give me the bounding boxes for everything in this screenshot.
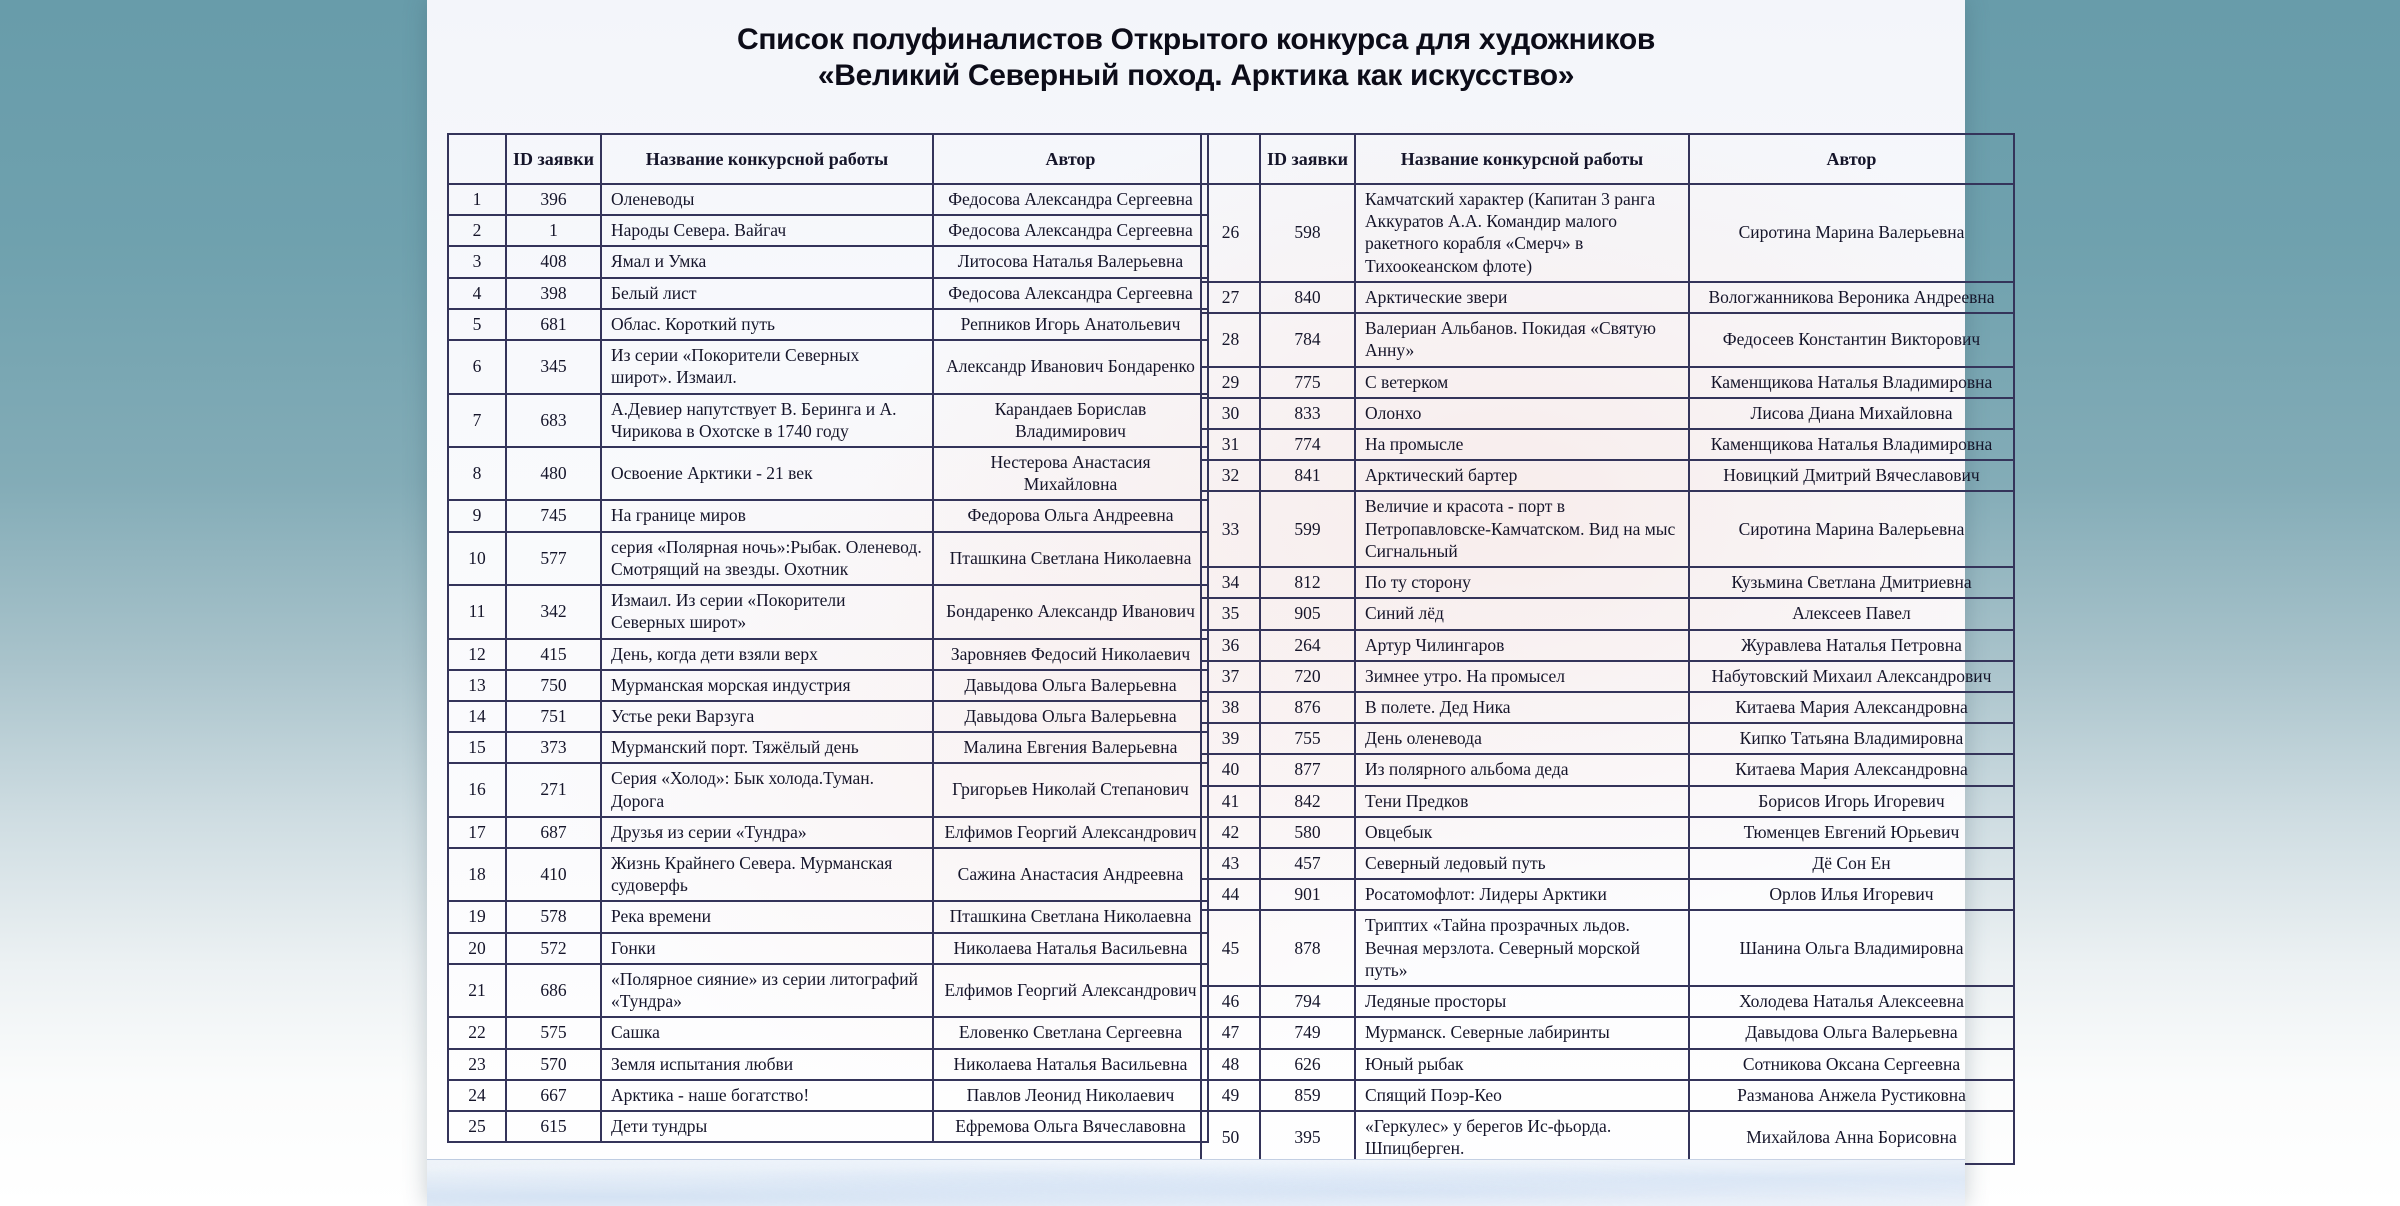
row-number-cell: 26 xyxy=(1201,184,1260,282)
row-number-cell: 44 xyxy=(1201,879,1260,910)
table-row xyxy=(448,1111,1208,1142)
table-row xyxy=(448,184,1208,215)
author-cell: Пташкина Светлана Николаевна xyxy=(933,532,1208,585)
application-id-cell: 755 xyxy=(1260,723,1355,754)
row-number-cell: 14 xyxy=(448,701,506,732)
table-row xyxy=(1201,1111,2014,1164)
table-row xyxy=(448,763,1208,816)
author-cell: Федосова Александра Сергеевна xyxy=(933,215,1208,246)
work-title-cell: Облас. Короткий путь xyxy=(601,309,933,340)
work-title-cell: Из серии «Покорители Северных широт». Измаил. xyxy=(601,340,933,393)
author-cell: Федосова Александра Сергеевна xyxy=(933,184,1208,215)
table-row xyxy=(1201,692,2014,723)
work-title-cell: Сашка xyxy=(601,1017,933,1048)
author-cell: Карандаев Борислав Владимирович xyxy=(933,394,1208,447)
row-number-cell: 39 xyxy=(1201,723,1260,754)
row-number-cell: 21 xyxy=(448,964,506,1017)
author-cell: Борисов Игорь Игоревич xyxy=(1689,786,2014,817)
row-number-cell: 9 xyxy=(448,500,506,531)
semifinalists-table-right xyxy=(1200,133,2015,1165)
application-id-cell: 572 xyxy=(506,933,601,964)
application-id-cell: 410 xyxy=(506,848,601,901)
table-row xyxy=(448,817,1208,848)
application-id-cell: 667 xyxy=(506,1080,601,1111)
row-number-cell: 24 xyxy=(448,1080,506,1111)
row-number-cell: 43 xyxy=(1201,848,1260,879)
application-id-cell: 775 xyxy=(1260,367,1355,398)
author-cell: Кипко Татьяна Владимировна xyxy=(1689,723,2014,754)
header-row xyxy=(448,134,1208,184)
application-id-cell: 578 xyxy=(506,901,601,932)
application-id-cell: 812 xyxy=(1260,567,1355,598)
work-title-cell: Освоение Арктики - 21 век xyxy=(601,447,933,500)
author-cell: Павлов Леонид Николаевич xyxy=(933,1080,1208,1111)
work-title-cell: «Полярное сияние» из серии литографий «Тундра» xyxy=(601,964,933,1017)
author-cell: Алексеев Павел xyxy=(1689,598,2014,629)
author-cell: Сиротина Марина Валерьевна xyxy=(1689,491,2014,567)
application-id-cell: 615 xyxy=(506,1111,601,1142)
table-row xyxy=(448,500,1208,531)
row-number-cell: 40 xyxy=(1201,754,1260,785)
table-row xyxy=(1201,986,2014,1017)
application-id-cell: 373 xyxy=(506,732,601,763)
row-number-cell: 32 xyxy=(1201,460,1260,491)
row-number-cell: 6 xyxy=(448,340,506,393)
work-title-cell: Друзья из серии «Тундра» xyxy=(601,817,933,848)
work-title-cell: Белый лист xyxy=(601,278,933,309)
author-cell: Китаева Мария Александровна xyxy=(1689,692,2014,723)
application-id-cell: 859 xyxy=(1260,1080,1355,1111)
work-title-cell: Арктические звери xyxy=(1355,282,1689,313)
work-title-cell: Народы Севера. Вайгач xyxy=(601,215,933,246)
application-id-cell: 345 xyxy=(506,340,601,393)
column-header-work: Название конкурсной работы xyxy=(601,134,933,184)
table-row xyxy=(448,1049,1208,1080)
row-number-cell: 47 xyxy=(1201,1017,1260,1048)
application-id-cell: 480 xyxy=(506,447,601,500)
author-cell: Николаева Наталья Васильевна xyxy=(933,1049,1208,1080)
application-id-cell: 683 xyxy=(506,394,601,447)
header-row xyxy=(1201,134,2014,184)
work-title-cell: На границе миров xyxy=(601,500,933,531)
work-title-cell: Арктика - наше богатство! xyxy=(601,1080,933,1111)
table-row xyxy=(1201,491,2014,567)
work-title-cell: серия «Полярная ночь»:Рыбак. Оленевод. Смотрящий на звезды. Охотник xyxy=(601,532,933,585)
author-cell: Григорьев Николай Степанович xyxy=(933,763,1208,816)
application-id-cell: 408 xyxy=(506,246,601,277)
author-cell: Еловенко Светлана Сергеевна xyxy=(933,1017,1208,1048)
row-number-cell: 49 xyxy=(1201,1080,1260,1111)
author-cell: Михайлова Анна Борисовна xyxy=(1689,1111,2014,1164)
row-number-cell: 1 xyxy=(448,184,506,215)
application-id-cell: 878 xyxy=(1260,910,1355,986)
author-cell: Холодева Наталья Алексеевна xyxy=(1689,986,2014,1017)
row-number-cell: 2 xyxy=(448,215,506,246)
column-header-id: ID заявки xyxy=(506,134,601,184)
application-id-cell: 398 xyxy=(506,278,601,309)
table-row xyxy=(1201,910,2014,986)
row-number-cell: 3 xyxy=(448,246,506,277)
table-row xyxy=(448,670,1208,701)
work-title-cell: Величие и красота - порт в Петропавловске-Камчатском. Вид на мыс Сигнальный xyxy=(1355,491,1689,567)
work-title-cell: Артур Чилингаров xyxy=(1355,630,1689,661)
page-title xyxy=(427,22,1965,94)
work-title-cell: По ту сторону xyxy=(1355,567,1689,598)
author-cell: Орлов Илья Игоревич xyxy=(1689,879,2014,910)
author-cell: Дё Сон Ен xyxy=(1689,848,2014,879)
table-row xyxy=(1201,460,2014,491)
application-id-cell: 751 xyxy=(506,701,601,732)
author-cell: Давыдова Ольга Валерьевна xyxy=(933,670,1208,701)
row-number-cell: 8 xyxy=(448,447,506,500)
row-number-cell: 18 xyxy=(448,848,506,901)
work-title-cell: На промысле xyxy=(1355,429,1689,460)
table-row xyxy=(448,933,1208,964)
work-title-cell: Олонхо xyxy=(1355,398,1689,429)
work-title-cell: А.Девиер напутствует В. Беринга и А. Чирикова в Охотске в 1740 году xyxy=(601,394,933,447)
table-row xyxy=(448,901,1208,932)
work-title-cell: Оленеводы xyxy=(601,184,933,215)
author-cell: Набутовский Михаил Александрович xyxy=(1689,661,2014,692)
work-title-cell: В полете. Дед Ника xyxy=(1355,692,1689,723)
application-id-cell: 842 xyxy=(1260,786,1355,817)
application-id-cell: 570 xyxy=(506,1049,601,1080)
document-sheet xyxy=(427,0,1995,1206)
column-header-author: Автор xyxy=(1689,134,2014,184)
work-title-cell: Устье реки Варзуга xyxy=(601,701,933,732)
author-cell: Новицкий Дмитрий Вячеславович xyxy=(1689,460,2014,491)
row-number-cell: 36 xyxy=(1201,630,1260,661)
work-title-cell: «Геркулес» у берегов Ис-фьорда. Шпицберген. xyxy=(1355,1111,1689,1164)
table-row xyxy=(1201,1049,2014,1080)
author-cell: Журавлева Наталья Петровна xyxy=(1689,630,2014,661)
row-number-cell: 22 xyxy=(448,1017,506,1048)
work-title-cell: Арктический бартер xyxy=(1355,460,1689,491)
work-title-cell: Серия «Холод»: Бык холода.Туман. Дорога xyxy=(601,763,933,816)
work-title-cell: Мурманск. Северные лабиринты xyxy=(1355,1017,1689,1048)
author-cell: Давыдова Ольга Валерьевна xyxy=(1689,1017,2014,1048)
table-row xyxy=(1201,723,2014,754)
work-title-cell: День, когда дети взяли верх xyxy=(601,639,933,670)
work-title-cell: Гонки xyxy=(601,933,933,964)
author-cell: Репников Игорь Анатольевич xyxy=(933,309,1208,340)
author-cell: Федорова Ольга Андреевна xyxy=(933,500,1208,531)
author-cell: Сотникова Оксана Сергеевна xyxy=(1689,1049,2014,1080)
author-cell: Заровняев Федосий Николаевич xyxy=(933,639,1208,670)
table-row xyxy=(448,701,1208,732)
application-id-cell: 599 xyxy=(1260,491,1355,567)
application-id-cell: 396 xyxy=(506,184,601,215)
row-number-cell: 41 xyxy=(1201,786,1260,817)
work-title-cell: Камчатский характер (Капитан 3 ранга Аккуратов А.А. Командир малого ракетного корабля «Смерч» в Тихоокеанском флоте) xyxy=(1355,184,1689,282)
author-cell: Литосова Наталья Валерьевна xyxy=(933,246,1208,277)
table-row xyxy=(1201,817,2014,848)
row-number-cell: 46 xyxy=(1201,986,1260,1017)
application-id-cell: 901 xyxy=(1260,879,1355,910)
application-id-cell: 840 xyxy=(1260,282,1355,313)
table-row xyxy=(1201,786,2014,817)
work-title-cell: Тени Предков xyxy=(1355,786,1689,817)
author-cell: Вологжанникова Вероника Андреевна xyxy=(1689,282,2014,313)
semifinalists-table-left xyxy=(447,133,1209,1143)
row-number-cell: 50 xyxy=(1201,1111,1260,1164)
column-header-number xyxy=(1201,134,1260,184)
application-id-cell: 749 xyxy=(1260,1017,1355,1048)
table-row xyxy=(448,532,1208,585)
row-number-cell: 37 xyxy=(1201,661,1260,692)
application-id-cell: 774 xyxy=(1260,429,1355,460)
table-row xyxy=(448,246,1208,277)
table-row xyxy=(1201,282,2014,313)
work-title-cell: Овцебык xyxy=(1355,817,1689,848)
work-title-cell: Из полярного альбома деда xyxy=(1355,754,1689,785)
author-cell: Кузьмина Светлана Дмитриевна xyxy=(1689,567,2014,598)
author-cell: Тюменцев Евгений Юрьевич xyxy=(1689,817,2014,848)
author-cell: Нестерова Анастасия Михайловна xyxy=(933,447,1208,500)
row-number-cell: 4 xyxy=(448,278,506,309)
work-title-cell: Зимнее утро. На промысел xyxy=(1355,661,1689,692)
column-header-author: Автор xyxy=(933,134,1208,184)
work-title-cell: Триптих «Тайна прозрачных льдов. Вечная мерзлота. Северный морской путь» xyxy=(1355,910,1689,986)
work-title-cell: Спящий Поэр-Кео xyxy=(1355,1080,1689,1111)
work-title-cell: Северный ледовый путь xyxy=(1355,848,1689,879)
author-cell: Федосеев Константин Викторович xyxy=(1689,313,2014,366)
page-title-line2: «Великий Северный поход. Арктика как искусство» xyxy=(817,59,1575,92)
table-row xyxy=(448,639,1208,670)
column-header-id: ID заявки xyxy=(1260,134,1355,184)
author-cell: Александр Иванович Бондаренко xyxy=(933,340,1208,393)
table-row xyxy=(1201,661,2014,692)
application-id-cell: 626 xyxy=(1260,1049,1355,1080)
application-id-cell: 1 xyxy=(506,215,601,246)
row-number-cell: 30 xyxy=(1201,398,1260,429)
work-title-cell: Росатомофлот: Лидеры Арктики xyxy=(1355,879,1689,910)
faded-photo-strip xyxy=(427,1159,1965,1206)
author-cell: Каменщикова Наталья Владимировна xyxy=(1689,367,2014,398)
row-number-cell: 31 xyxy=(1201,429,1260,460)
application-id-cell: 833 xyxy=(1260,398,1355,429)
row-number-cell: 10 xyxy=(448,532,506,585)
row-number-cell: 15 xyxy=(448,732,506,763)
work-title-cell: Синий лёд xyxy=(1355,598,1689,629)
table-row xyxy=(448,215,1208,246)
author-cell: Николаева Наталья Васильевна xyxy=(933,933,1208,964)
table-row xyxy=(448,278,1208,309)
table-row xyxy=(448,1080,1208,1111)
application-id-cell: 415 xyxy=(506,639,601,670)
table-row xyxy=(448,309,1208,340)
application-id-cell: 271 xyxy=(506,763,601,816)
author-cell: Каменщикова Наталья Владимировна xyxy=(1689,429,2014,460)
row-number-cell: 19 xyxy=(448,901,506,932)
author-cell: Малина Евгения Валерьевна xyxy=(933,732,1208,763)
table-row xyxy=(448,848,1208,901)
application-id-cell: 745 xyxy=(506,500,601,531)
row-number-cell: 29 xyxy=(1201,367,1260,398)
author-cell: Пташкина Светлана Николаевна xyxy=(933,901,1208,932)
table-row xyxy=(1201,754,2014,785)
table-row xyxy=(1201,1017,2014,1048)
application-id-cell: 681 xyxy=(506,309,601,340)
work-title-cell: Мурманская морская индустрия xyxy=(601,670,933,701)
row-number-cell: 20 xyxy=(448,933,506,964)
page-title-line1: Список полуфиналистов Открытого конкурса для художников xyxy=(736,23,1656,56)
table-row xyxy=(1201,184,2014,282)
application-id-cell: 264 xyxy=(1260,630,1355,661)
work-title-cell: Измаил. Из серии «Покорители Северных широт» xyxy=(601,585,933,638)
work-title-cell: Река времени xyxy=(601,901,933,932)
application-id-cell: 750 xyxy=(506,670,601,701)
work-title-cell: День оленевода xyxy=(1355,723,1689,754)
application-id-cell: 841 xyxy=(1260,460,1355,491)
author-cell: Федосова Александра Сергеевна xyxy=(933,278,1208,309)
application-id-cell: 784 xyxy=(1260,313,1355,366)
application-id-cell: 905 xyxy=(1260,598,1355,629)
application-id-cell: 876 xyxy=(1260,692,1355,723)
table-row xyxy=(448,964,1208,1017)
row-number-cell: 42 xyxy=(1201,817,1260,848)
author-cell: Ефремова Ольга Вячеславовна xyxy=(933,1111,1208,1142)
author-cell: Китаева Мария Александровна xyxy=(1689,754,2014,785)
row-number-cell: 48 xyxy=(1201,1049,1260,1080)
row-number-cell: 11 xyxy=(448,585,506,638)
row-number-cell: 45 xyxy=(1201,910,1260,986)
application-id-cell: 395 xyxy=(1260,1111,1355,1164)
table-row xyxy=(448,394,1208,447)
author-cell: Разманова Анжела Рустиковна xyxy=(1689,1080,2014,1111)
row-number-cell: 33 xyxy=(1201,491,1260,567)
application-id-cell: 686 xyxy=(506,964,601,1017)
row-number-cell: 38 xyxy=(1201,692,1260,723)
table-row xyxy=(1201,567,2014,598)
application-id-cell: 598 xyxy=(1260,184,1355,282)
row-number-cell: 13 xyxy=(448,670,506,701)
table-row xyxy=(1201,313,2014,366)
work-title-cell: Дети тундры xyxy=(601,1111,933,1142)
row-number-cell: 35 xyxy=(1201,598,1260,629)
table-row xyxy=(448,585,1208,638)
table-row xyxy=(1201,630,2014,661)
row-number-cell: 12 xyxy=(448,639,506,670)
application-id-cell: 457 xyxy=(1260,848,1355,879)
table-row xyxy=(448,447,1208,500)
work-title-cell: С ветерком xyxy=(1355,367,1689,398)
column-header-work: Название конкурсной работы xyxy=(1355,134,1689,184)
row-number-cell: 5 xyxy=(448,309,506,340)
work-title-cell: Земля испытания любви xyxy=(601,1049,933,1080)
row-number-cell: 34 xyxy=(1201,567,1260,598)
work-title-cell: Мурманский порт. Тяжёлый день xyxy=(601,732,933,763)
application-id-cell: 877 xyxy=(1260,754,1355,785)
row-number-cell: 25 xyxy=(448,1111,506,1142)
row-number-cell: 23 xyxy=(448,1049,506,1080)
table-row xyxy=(1201,598,2014,629)
row-number-cell: 28 xyxy=(1201,313,1260,366)
column-header-number xyxy=(448,134,506,184)
application-id-cell: 794 xyxy=(1260,986,1355,1017)
author-cell: Елфимов Георгий Александрович xyxy=(933,817,1208,848)
author-cell: Сиротина Марина Валерьевна xyxy=(1689,184,2014,282)
row-number-cell: 17 xyxy=(448,817,506,848)
table-row xyxy=(448,1017,1208,1048)
row-number-cell: 16 xyxy=(448,763,506,816)
author-cell: Елфимов Георгий Александрович xyxy=(933,964,1208,1017)
application-id-cell: 577 xyxy=(506,532,601,585)
application-id-cell: 342 xyxy=(506,585,601,638)
work-title-cell: Жизнь Крайнего Севера. Мурманская судоверфь xyxy=(601,848,933,901)
table-row xyxy=(1201,367,2014,398)
table-row xyxy=(1201,1080,2014,1111)
author-cell: Давыдова Ольга Валерьевна xyxy=(933,701,1208,732)
author-cell: Бондаренко Александр Иванович xyxy=(933,585,1208,638)
author-cell: Сажина Анастасия Андреевна xyxy=(933,848,1208,901)
work-title-cell: Ямал и Умка xyxy=(601,246,933,277)
row-number-cell: 7 xyxy=(448,394,506,447)
author-cell: Лисова Диана Михайловна xyxy=(1689,398,2014,429)
table-row xyxy=(1201,398,2014,429)
author-cell: Шанина Ольга Владимировна xyxy=(1689,910,2014,986)
table-row xyxy=(1201,848,2014,879)
table-row xyxy=(1201,879,2014,910)
table-row xyxy=(448,732,1208,763)
application-id-cell: 575 xyxy=(506,1017,601,1048)
table-row xyxy=(1201,429,2014,460)
table-row xyxy=(448,340,1208,393)
work-title-cell: Ледяные просторы xyxy=(1355,986,1689,1017)
application-id-cell: 720 xyxy=(1260,661,1355,692)
work-title-cell: Валериан Альбанов. Покидая «Святую Анну» xyxy=(1355,313,1689,366)
row-number-cell: 27 xyxy=(1201,282,1260,313)
work-title-cell: Юный рыбак xyxy=(1355,1049,1689,1080)
application-id-cell: 580 xyxy=(1260,817,1355,848)
application-id-cell: 687 xyxy=(506,817,601,848)
